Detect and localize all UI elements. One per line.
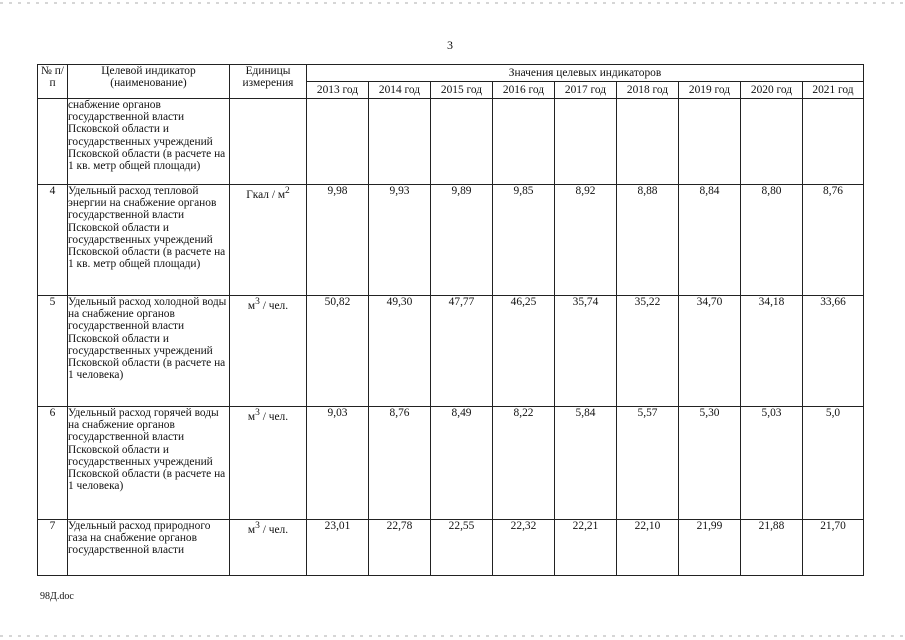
row-value	[555, 99, 617, 185]
row-value: 34,70	[679, 296, 741, 407]
row-value: 22,10	[617, 520, 679, 576]
row-value	[803, 99, 864, 185]
header-year: 2015 год	[431, 82, 493, 99]
row-unit: $м^3$ / чел.	[230, 520, 307, 576]
row-value: 33,66	[803, 296, 864, 407]
row-value: 8,88	[617, 185, 679, 296]
row-value: 8,84	[679, 185, 741, 296]
table-row	[38, 99, 864, 185]
row-num: 4	[38, 185, 68, 296]
row-value: 21,88	[741, 520, 803, 576]
table-row	[38, 407, 864, 520]
row-num: 7	[38, 520, 68, 576]
row-value	[369, 99, 431, 185]
row-value: 8,92	[555, 185, 617, 296]
row-value: 49,30	[369, 296, 431, 407]
row-value: 8,76	[803, 185, 864, 296]
row-unit: $м^3$ / чел.	[230, 296, 307, 407]
row-value: 23,01	[307, 520, 369, 576]
row-value	[307, 99, 369, 185]
row-value: 5,03	[741, 407, 803, 520]
table-row	[38, 296, 864, 407]
row-value: 8,49	[431, 407, 493, 520]
row-value: 9,93	[369, 185, 431, 296]
row-value: 22,55	[431, 520, 493, 576]
table-row	[38, 185, 864, 296]
row-value: 22,21	[555, 520, 617, 576]
row-unit	[230, 99, 307, 185]
row-value: 22,32	[493, 520, 555, 576]
row-indicator-name: Удельный расход горячей воды на снабжение органов государственной власти Псковской области и государственных учреждений Псковской области (в расчете на 1 человека)	[68, 407, 230, 520]
row-unit: Гкал / $м^2$	[230, 185, 307, 296]
header-indicator-name: Целевой индикатор (наименование)	[68, 65, 230, 99]
row-value	[493, 99, 555, 185]
row-indicator-name: Удельный расход природного газа на снабжение органов государственной власти	[68, 520, 230, 576]
row-value: 21,70	[803, 520, 864, 576]
row-value: 47,77	[431, 296, 493, 407]
table-row	[38, 520, 864, 576]
header-units: Единицы измерения	[230, 65, 307, 99]
row-value: 9,89	[431, 185, 493, 296]
row-value: 5,84	[555, 407, 617, 520]
header-year: 2017 год	[555, 82, 617, 99]
row-value: 8,76	[369, 407, 431, 520]
header-year: 2016 год	[493, 82, 555, 99]
row-value: 9,03	[307, 407, 369, 520]
row-value	[617, 99, 679, 185]
row-value: 35,22	[617, 296, 679, 407]
row-indicator-name: снабжение органов государственной власти Псковской области и государственных учреждений Псковской области (в расчете на 1 кв. метр общей площади)	[68, 99, 230, 185]
row-value: 35,74	[555, 296, 617, 407]
row-value: 34,18	[741, 296, 803, 407]
row-value	[679, 99, 741, 185]
row-value: 5,57	[617, 407, 679, 520]
row-value: 8,80	[741, 185, 803, 296]
row-num: 5	[38, 296, 68, 407]
scan-edge-bottom	[0, 635, 905, 637]
row-value	[431, 99, 493, 185]
header-row-top	[38, 65, 864, 82]
file-name-footer: 98Д.doc	[40, 591, 74, 602]
header-values-group: Значения целевых индикаторов	[307, 65, 864, 82]
row-value: 9,85	[493, 185, 555, 296]
row-value: 50,82	[307, 296, 369, 407]
row-value	[741, 99, 803, 185]
row-num	[38, 99, 68, 185]
header-num: № п/п	[38, 65, 68, 99]
header-year: 2020 год	[741, 82, 803, 99]
scan-edge-top	[0, 2, 905, 4]
row-value: 22,78	[369, 520, 431, 576]
header-year: 2013 год	[307, 82, 369, 99]
row-num: 6	[38, 407, 68, 520]
header-year: 2014 год	[369, 82, 431, 99]
header-year: 2019 год	[679, 82, 741, 99]
row-indicator-name: Удельный расход тепловой энергии на снабжение органов государственной власти Псковской области и государственных учреждений Псковской области (в расчете на 1 кв. метр общей площади)	[68, 185, 230, 296]
row-value: 21,99	[679, 520, 741, 576]
header-year: 2021 год	[803, 82, 864, 99]
row-value: 46,25	[493, 296, 555, 407]
page-number: 3	[447, 38, 453, 52]
row-unit: $м^3$ / чел.	[230, 407, 307, 520]
indicators-table	[37, 64, 864, 576]
row-value: 5,0	[803, 407, 864, 520]
row-indicator-name: Удельный расход холодной воды на снабжение органов государственной власти Псковской области и государственных учреждений Псковской области (в расчете на 1 человека)	[68, 296, 230, 407]
header-year: 2018 год	[617, 82, 679, 99]
row-value: 9,98	[307, 185, 369, 296]
row-value: 5,30	[679, 407, 741, 520]
row-value: 8,22	[493, 407, 555, 520]
